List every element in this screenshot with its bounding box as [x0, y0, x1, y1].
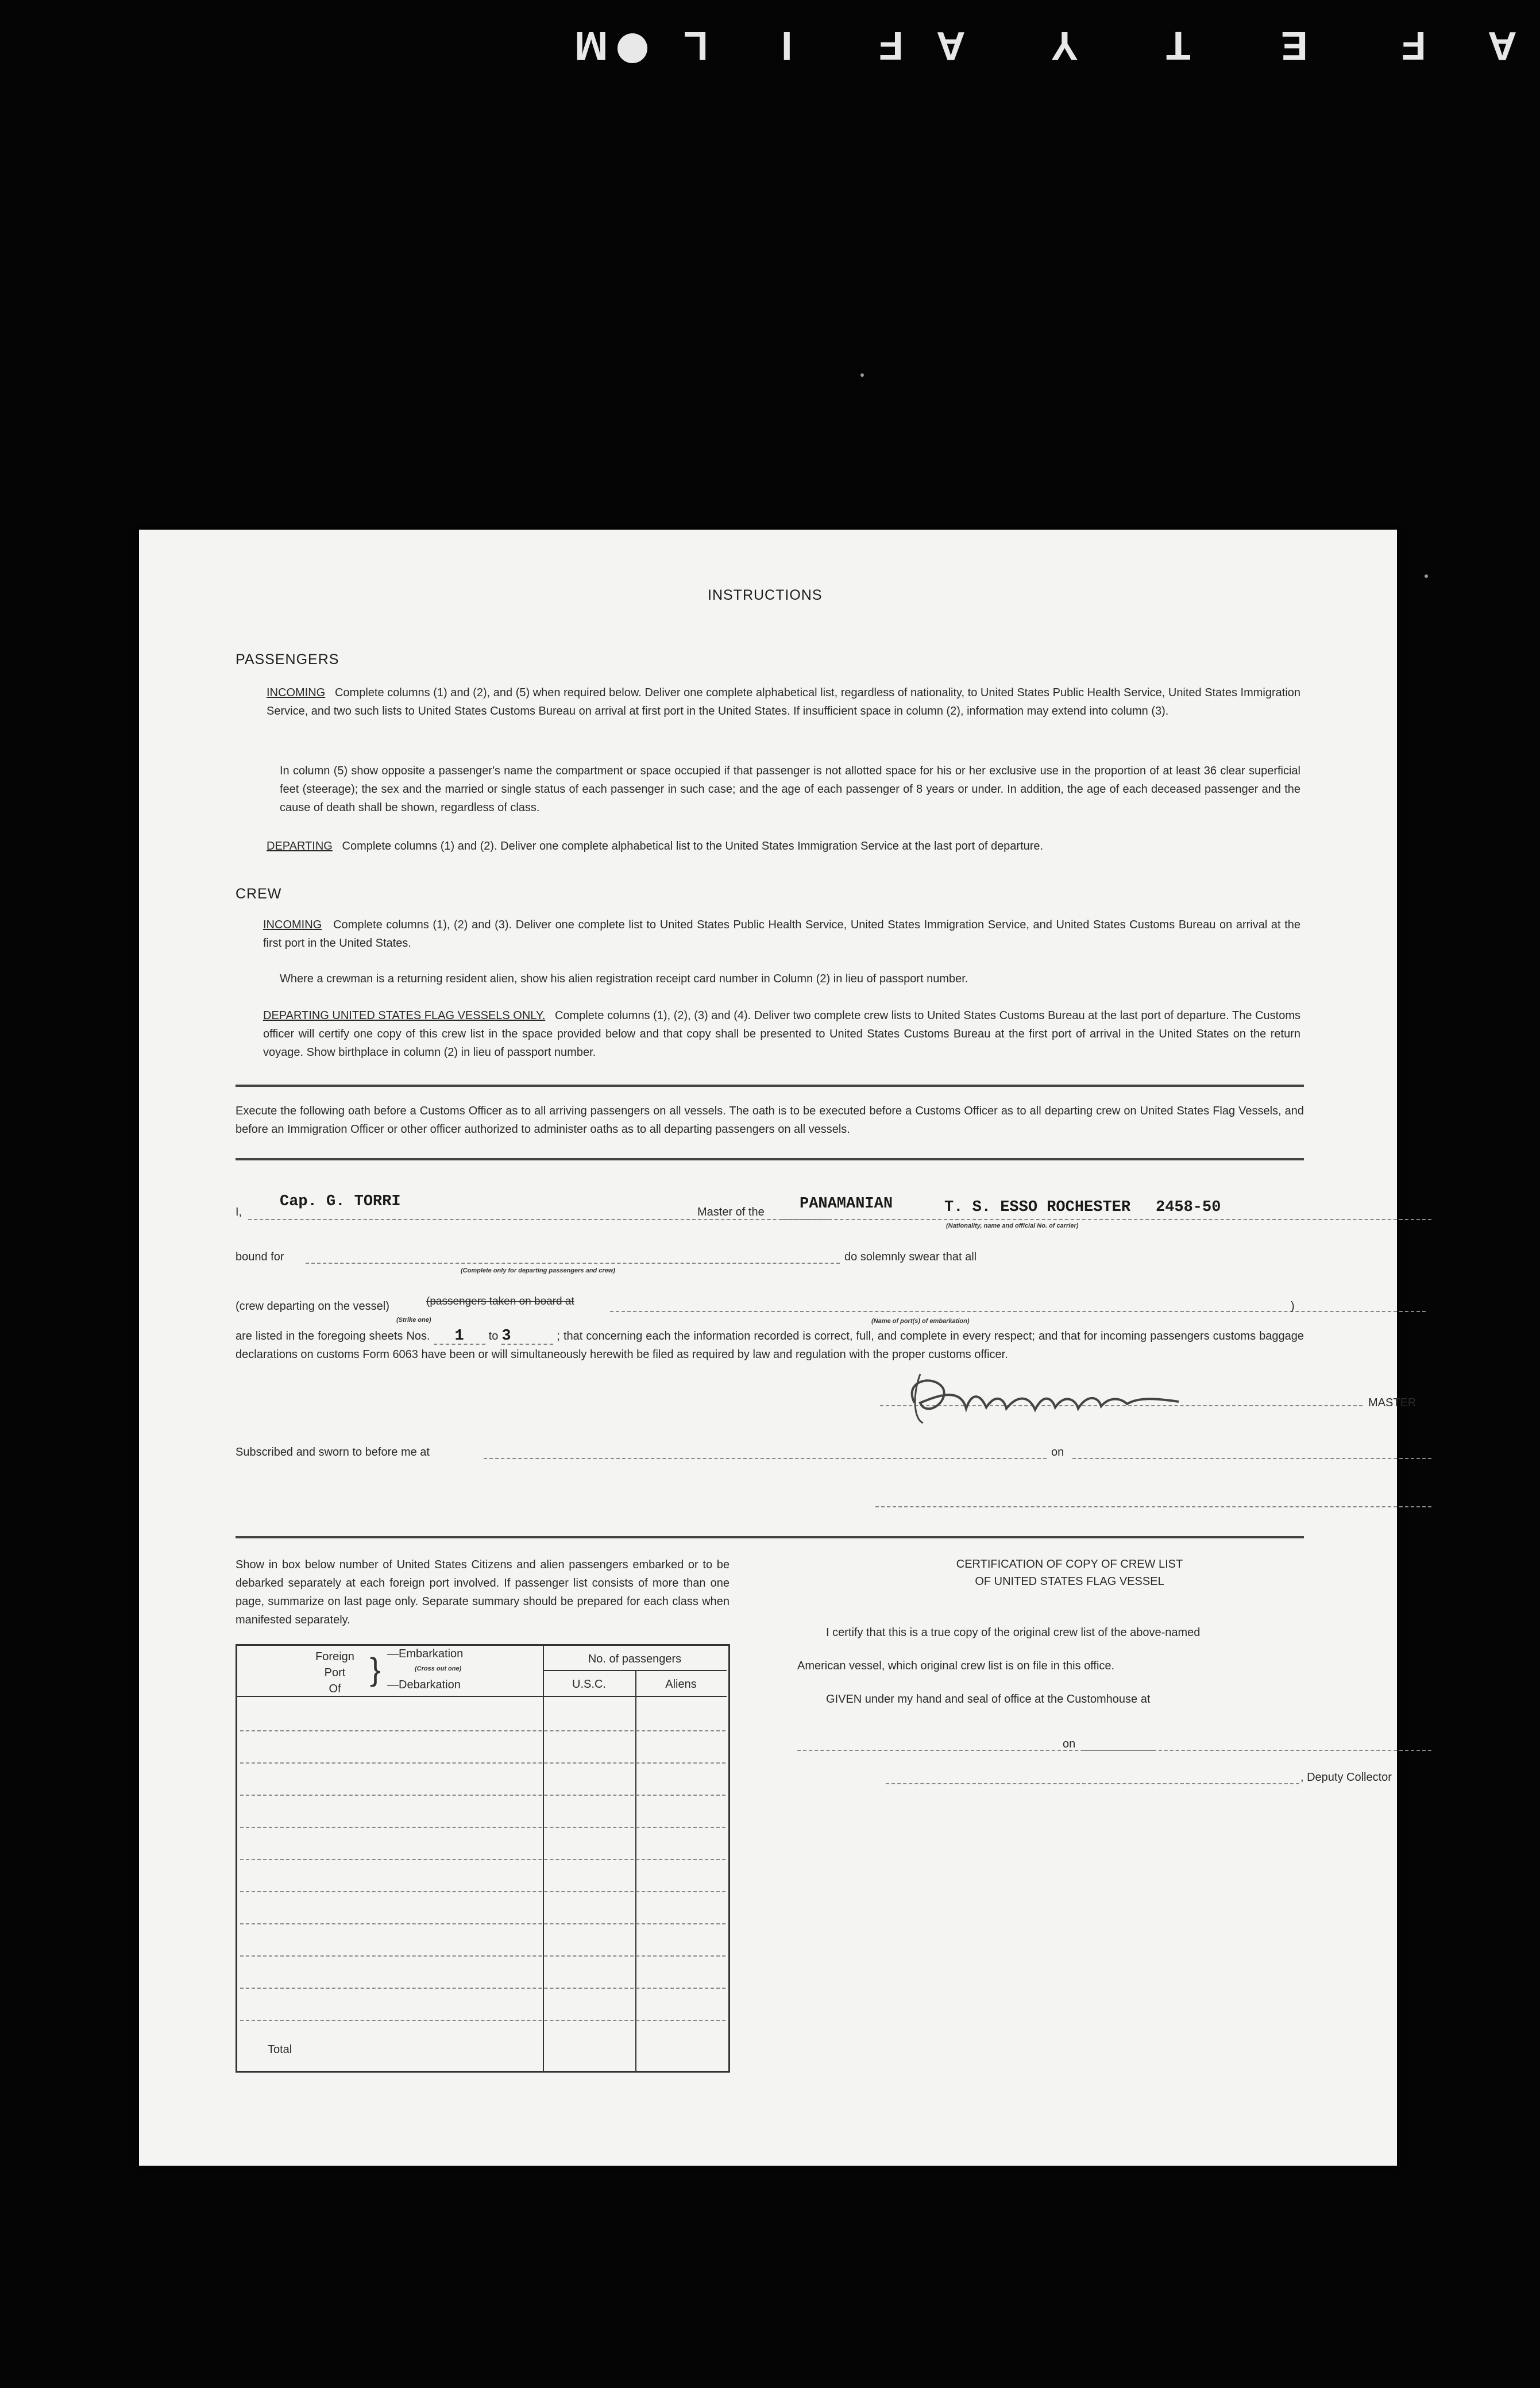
table-divider: [543, 1646, 544, 2071]
table-row: [240, 1859, 725, 1860]
film-letter: F: [1402, 24, 1426, 68]
total-label: Total: [268, 2043, 292, 2056]
of-label: Of: [329, 1683, 341, 1695]
certify-text: ; that concerning each the information recorded is correct, full, and complete in every respect; and that for incoming passengers customs baggage declarations on customs Form 6063 have been or will simultaneously herewith be filed as required by law and regulation with the proper customs officer.: [236, 1330, 1304, 1361]
film-letter: A: [936, 24, 966, 68]
certification-line3: GIVEN under my hand and seal of office at the Customhouse at: [826, 1693, 1151, 1706]
master-of-label: Master of the: [697, 1206, 765, 1218]
divider: [236, 1085, 1304, 1087]
dust-speck: [860, 373, 864, 377]
port-note: (Name of port(s) of embarkation): [871, 1318, 970, 1325]
subscribed-label: Subscribed and sworn to before me at: [236, 1446, 430, 1459]
debarkation-label: —Debarkation: [387, 1679, 461, 1691]
vessel-name-value: T. S. ESSO ROCHESTER: [944, 1199, 1131, 1216]
certification-on-label: on: [1063, 1738, 1076, 1750]
certification-title-line2: OF UNITED STATES FLAG VESSEL: [975, 1575, 1164, 1588]
certification-title: [909, 1556, 1230, 1590]
certification-line1: I certify that this is a true copy of the original crew list of the above-named: [826, 1626, 1201, 1639]
crew-departing-paragraph: [263, 1006, 1300, 1062]
summary-instructions: Show in box below number of United States Citizens and alien passengers embarked or to be debarked separately at each foreign port involved. If passenger list consists of more than one page, summarize on last page only. Separate summary should be prepared for each class when manifested separately.: [236, 1558, 730, 1626]
divider: [236, 1536, 1304, 1538]
table-row: [240, 1762, 725, 1764]
film-letter: F: [879, 24, 904, 68]
sheet-from-value: 1: [434, 1329, 485, 1345]
close-paren: ): [1291, 1300, 1295, 1313]
no-passengers-header: No. of passengers: [588, 1653, 682, 1665]
table-row: [240, 1988, 725, 1989]
bound-for-label: bound for: [236, 1251, 284, 1263]
cross-out-note: (Cross out one): [415, 1665, 462, 1672]
port-line: [610, 1311, 1426, 1312]
certification-line2: American vessel, which original crew list is on file in this office.: [797, 1660, 1115, 1672]
crew-incoming-text: Complete columns (1), (2) and (3). Deliver one complete list to United States Public Health Service, United States Immigration Service, and United States Customs Bureau on arrival at the first port in the United States.: [263, 919, 1300, 950]
table-row: [240, 1923, 725, 1924]
passengers-incoming-paragraph: [267, 684, 1300, 720]
film-strip: [0, 23, 1540, 75]
dust-speck: [1425, 574, 1428, 578]
subscribed-date-line: [1072, 1458, 1431, 1459]
carrier-note: (Nationality, name and official No. of carrier): [946, 1222, 1079, 1229]
passengers-departing-text: Complete columns (1) and (2). Deliver one complete alphabetical list to the United States Immigration Service at the last port of departure.: [342, 840, 1044, 852]
deputy-signature-line: [886, 1783, 1299, 1784]
film-letter: A: [1488, 24, 1517, 68]
table-divider: [543, 1670, 727, 1671]
usc-header: U.S.C.: [572, 1678, 606, 1691]
port-label: Port: [324, 1666, 346, 1679]
crew-departing-label: DEPARTING UNITED STATES FLAG VESSELS ONLY.: [263, 1009, 546, 1022]
film-letter: E: [1281, 24, 1308, 68]
swear-label: do solemnly swear that all: [844, 1251, 977, 1263]
officer-signature-line: [875, 1506, 1431, 1507]
subscribed-place-line: [484, 1458, 1047, 1459]
film-letter: Y: [1051, 24, 1078, 68]
strike-note: (Strike one): [396, 1317, 431, 1324]
listed-label: are listed in the foregoing sheets Nos.: [236, 1330, 430, 1342]
certification-title-line1: CERTIFICATION OF COPY OF CREW LIST: [956, 1558, 1183, 1571]
aliens-header: Aliens: [665, 1678, 697, 1691]
passengers-column5-paragraph: In column (5) show opposite a passenger's name the compartment or space occupied if that passenger is not allotted space for his or her exclusive use in the proportion of at least 36 clear superficial feet (steerage); the sex and the married or single status of each passenger in such case; and the age of each passenger of 8 years or under. In addition, the age of each deceased passenger and the cause of death shall be shown, regardless of class.: [280, 765, 1300, 814]
master-name-value: Cap. G. TORRI: [280, 1193, 401, 1210]
crew-resident-paragraph: Where a crewman is a returning resident alien, show his alien registration receipt card number in Column (2) in lieu of passport number.: [280, 973, 968, 985]
crew-departing-text: Complete columns (1), (2), (3) and (4). Deliver two complete crew lists to United States Customs Bureau at the last port of departure. The Customs officer will certify one copy of this crew list in the space provided below and that copy shall be presented to United States Customs Bureau at the first port of arrival in the United States on the return voyage. Show birthplace in column (2) in lieu of passport number.: [263, 1009, 1300, 1059]
crew-departing-label: (crew departing on the vessel): [236, 1300, 389, 1313]
table-row: [240, 1891, 725, 1892]
page-title: INSTRUCTIONS: [708, 587, 823, 603]
sheet-to-value: 3: [501, 1329, 553, 1345]
official-number-value: 2458-50: [1156, 1199, 1221, 1216]
foreign-label: Foreign: [315, 1650, 354, 1663]
table-row: [240, 2020, 725, 2021]
crew-incoming-paragraph: [263, 916, 1300, 952]
passengers-departing-paragraph: [267, 837, 1300, 855]
passengers-incoming-label: INCOMING: [267, 686, 326, 699]
brace-icon: }: [370, 1651, 381, 1687]
embarkation-label: —Embarkation: [387, 1648, 464, 1660]
passengers-heading: PASSENGERS: [236, 651, 339, 668]
oath-i-label: I,: [236, 1206, 242, 1218]
listed-paragraph: [236, 1327, 1304, 1364]
master-signature: [880, 1363, 1202, 1426]
struck-passengers-text: (passengers taken on board at: [426, 1295, 574, 1307]
film-dot-icon: [617, 33, 647, 63]
foreign-port-of-header: [303, 1649, 366, 1697]
film-letter: I: [781, 24, 793, 68]
table-row: [240, 1827, 725, 1828]
film-letter: T: [1166, 24, 1191, 68]
divider: [236, 1158, 1304, 1160]
document-page: [139, 530, 1417, 2166]
nationality-value: PANAMANIAN: [800, 1195, 893, 1213]
film-letter: M: [574, 24, 608, 68]
crew-incoming-label: INCOMING: [263, 919, 322, 931]
deputy-collector-label: , Deputy Collector: [1300, 1771, 1392, 1784]
film-letter: L: [684, 24, 708, 68]
master-label: MASTER: [1368, 1396, 1417, 1409]
passengers-incoming-text: Complete columns (1) and (2), and (5) when required below. Deliver one complete alphabetical list, regardless of nationality, to United States Public Health Service, United States Immigration Service, and two such lists to United States Customs Bureau on arrival at first port in the United States. If insufficient space in column (2), information may extend into column (3).: [267, 686, 1301, 717]
table-row: [240, 1795, 725, 1796]
passenger-summary-table: [236, 1644, 730, 2073]
bound-note: (Complete only for departing passengers and crew): [461, 1267, 615, 1274]
table-row: [240, 1955, 725, 1957]
oath-intro: Execute the following oath before a Customs Officer as to all arriving passengers on all vessels. The oath is to be executed before a Customs Officer as to all departing crew on United States Flag Vessels, and before an Immigration Officer or other officer authorized to administer oaths as to all departing passengers on all vessels.: [236, 1105, 1304, 1136]
vessel-line: [782, 1219, 1431, 1220]
table-row: [240, 1730, 725, 1731]
subscribed-on-label: on: [1051, 1446, 1064, 1459]
passengers-departing-label: DEPARTING: [267, 840, 333, 852]
to-label: to: [488, 1330, 499, 1342]
certification-date-line: [1084, 1750, 1431, 1751]
crew-heading: CREW: [236, 886, 282, 902]
